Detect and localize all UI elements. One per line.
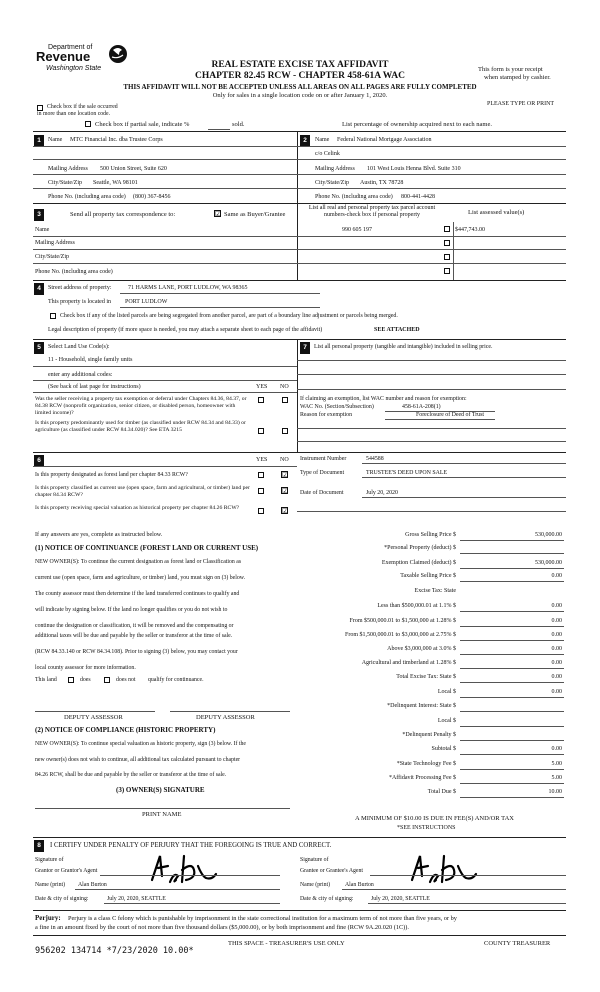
perjury-top-border (33, 910, 566, 911)
sec5-yes-header: YES (256, 384, 268, 390)
sec3-assessed-divider (453, 222, 454, 280)
sec6-q3-yes-checkbox[interactable] (258, 508, 264, 514)
sec5-q1-yes-checkbox[interactable] (258, 397, 264, 403)
cashier-stamp: 956202 134714 *7/23/2020 10.00* (35, 946, 194, 956)
section-7-badge: 7 (300, 342, 310, 354)
tax-row-value[interactable]: 0.00 (551, 660, 562, 666)
parcel-header-1: List all real and personal property tax parcel account (308, 205, 436, 211)
sec6-q2: Is this property classified as current use (open space, farm and agricultural, or timber) land per chapter 84.34 RCW? (35, 485, 250, 498)
tax-row-line (460, 581, 564, 582)
perjury-label: Perjury: (35, 914, 61, 922)
receipt-note-1: This form is your receipt (478, 66, 543, 73)
sec5-q2-yes-checkbox[interactable] (258, 428, 264, 434)
tax-row-value[interactable]: 0.00 (551, 689, 562, 695)
seller-blank-line (33, 159, 297, 160)
tax-row-value[interactable]: 0.00 (551, 674, 562, 680)
reason-label: Reason for exemption (300, 412, 353, 418)
parcel-row1-line (297, 236, 566, 237)
sec5-q1: Was the seller receiving a property tax exemption or deferral under Chapters 84.36, 84.37, or 84.38 RCW (nonprofit organization, senior citizen, or disabled person, homeowner with limited income)? (35, 396, 247, 416)
tax-row-value[interactable]: 0.00 (551, 746, 562, 752)
grantee-date-line (368, 903, 566, 904)
tax-row-label: *State Technology Fee $ (396, 761, 456, 767)
grantee-sig-label-1: Signature of (300, 857, 329, 863)
n1-line-4: continue the designation or classification, it will be removed and the compensating or (35, 623, 234, 629)
sec3-phone-label: Phone No. (including area code) (35, 269, 113, 275)
personal-line-3 (297, 389, 566, 390)
see-instructions: *SEE INSTRUCTIONS (397, 825, 456, 831)
sec12-top-border (33, 131, 566, 132)
same-as-buyer-checkbox[interactable]: ☑ (215, 210, 222, 218)
sec5-q2: Is this property predominantly used for timber (as classified under RCW 84.34 and 84.33) or agriculture (as classified under RCW 84.34.020)? See ETA 3215 (35, 420, 246, 433)
tax-row-label: *Delinquent Interest: State $ (387, 703, 456, 709)
n1-line-2: The county assessor must then determine if the land transferred continues to qualify and (35, 591, 240, 597)
tax-row-value[interactable]: 5.00 (551, 775, 562, 781)
instrument-line (362, 463, 566, 464)
receipt-note-2: when stamped by cashier. (484, 74, 551, 81)
sec3-mail-line (33, 249, 297, 250)
segregated-checkbox[interactable] (50, 313, 56, 319)
certify-statement: I CERTIFY UNDER PENALTY OF PERJURY THAT THE FOREGOING IS TRUE AND CORRECT. (50, 842, 332, 849)
section-5-badge: 5 (34, 342, 44, 354)
notice-continuance-title: (1) NOTICE OF CONTINUANCE (FOREST LAND OR CURRENT USE) (35, 544, 259, 552)
tax-row-line (460, 769, 564, 770)
land-does-checkbox[interactable] (68, 677, 74, 683)
parcel-1-personal-checkbox[interactable] (444, 226, 450, 232)
dept-line2: Revenue (36, 49, 91, 64)
multi-location-label-2: in more than one location code. (37, 111, 111, 117)
tax-row-line (460, 611, 564, 612)
notice-compliance-title: (2) NOTICE OF COMPLIANCE (HISTORIC PROPERTY) (35, 726, 216, 734)
seller-city-label: City/State/Zip (48, 180, 82, 186)
wac-label: WAC No. (Section/Subsection) (300, 404, 374, 410)
tax-row-line (460, 697, 564, 698)
seller-mail-line (33, 174, 297, 175)
parcel-assessed-value[interactable]: $447,743.00 (455, 227, 485, 233)
form-title: REAL ESTATE EXCISE TAX AFFIDAVIT (211, 60, 389, 70)
treasurer-space: THIS SPACE - TREASURER'S USE ONLY (228, 940, 345, 947)
tax-row-line (460, 754, 564, 755)
tax-row-label: Local $ (437, 718, 456, 724)
buyer-city-line (297, 188, 566, 189)
tax-row-line (460, 640, 564, 641)
legal-value[interactable]: SEE ATTACHED (374, 327, 420, 333)
n1-line-7: local county assessor for more information. (35, 665, 136, 671)
tax-row-label: Taxable Selling Price $ (400, 573, 456, 579)
buyer-name-label: Name (315, 137, 330, 143)
tax-row-value[interactable]: 0.00 (551, 632, 562, 638)
tax-row-label: From $1,500,000.01 to $3,000,000 at 2.75% $ (345, 632, 456, 638)
form-subtitle: Only for sales in a single location code on or after January 1, 2020. (212, 92, 388, 99)
sec6-no-header: NO (280, 457, 289, 463)
deputy-assessor-1: DEPUTY ASSESSOR (64, 714, 123, 721)
grantee-sig-label-2: Grantee or Grantee's Agent (300, 868, 364, 874)
tax-row-line (460, 553, 564, 554)
owner-signature-label: (3) OWNER(S) SIGNATURE (116, 786, 205, 794)
sec57-mid-border (297, 339, 298, 452)
n1-line-3: will indicate by signing below. If the land no longer qualifies or you do not wish to (35, 607, 228, 613)
doc-type-line (362, 477, 566, 478)
tax-row-value[interactable]: 0.00 (551, 646, 562, 652)
tax-row-label: From $500,000.01 to $1,500,000 at 1.28% $ (349, 618, 456, 624)
sec6-yes-header: YES (256, 457, 268, 463)
tax-row-line (460, 797, 564, 798)
tax-row-value[interactable]: 0.00 (551, 573, 562, 579)
deputy-assessor-2: DEPUTY ASSESSOR (196, 714, 255, 721)
segregated-label: Check box if any of the listed parcels are being segregated from another parcel, are part of a boundary line adjustment or parcels being merged. (60, 313, 398, 319)
tax-row-label: Above $3,000,000 at 3.0% $ (387, 646, 456, 652)
tax-row-line (460, 654, 564, 655)
ownership-note: List percentage of ownership acquired next to each name. (342, 121, 492, 128)
claim-label: If claiming an exemption, list WAC number and reason for exemption: (300, 396, 467, 402)
print-name-line (35, 808, 290, 809)
tax-row-label: *Affidavit Processing Fee $ (388, 775, 456, 781)
grantor-signature[interactable] (148, 852, 218, 892)
grantor-name-label: Name (print) (35, 882, 66, 888)
same-as-buyer-label: Same as Buyer/Grantee (224, 211, 286, 218)
located-line (120, 307, 320, 308)
grantor-name[interactable]: Alan Burton (78, 882, 107, 888)
tax-row-label: *Delinquent Penalty $ (402, 732, 456, 738)
personal-property-label: List all personal property (tangible and intangible) included in selling price. (314, 344, 493, 350)
parcel-3-personal-checkbox[interactable] (444, 254, 450, 260)
sec6-q2-no-checkbox[interactable]: ☑ (282, 487, 289, 495)
tax-row-value[interactable]: 0.00 (551, 618, 562, 624)
land-use-line (33, 366, 297, 367)
tax-row-value[interactable]: 10.00 (548, 789, 562, 795)
sec6-if-yes: If any answers are yes, complete as instructed below. (35, 532, 163, 538)
sec3-send-label: Send all property tax correspondence to: (70, 211, 176, 218)
grantee-name[interactable]: Alan Burton (345, 882, 374, 888)
sec6-q3: Is this property receiving special valuation as historical property per chapter 84.26 RCW? (35, 505, 240, 511)
dor-logo (34, 44, 130, 80)
seller-name-line (33, 146, 297, 147)
tax-row-line (460, 540, 564, 541)
n1-line-0: NEW OWNER(S): To continue the current designation as forest land or Classification as (35, 559, 242, 565)
seller-city-line (33, 188, 297, 189)
n1-line-1: current use (open space, farm and agriculture, or timber) land, you must sign on (3) below. (35, 575, 246, 581)
parcel-number[interactable]: 990 605 197 (342, 227, 372, 233)
sec6-q3-no-checkbox[interactable]: ☑ (282, 507, 289, 515)
qualify-label: qualify for continuance. (148, 677, 204, 683)
sec5-no-header: NO (280, 384, 289, 390)
parcel-row3-line (297, 263, 566, 264)
street-address[interactable]: 71 HARMS LANE, PORT LUDLOW, WA 98365 (128, 285, 248, 291)
additional-codes-label: enter any additional codes: (48, 372, 113, 378)
seller-mail-label: Mailing Address (48, 166, 88, 172)
tax-row-line (460, 682, 564, 683)
tax-row-line (460, 711, 564, 712)
buyer-phone[interactable]: 800-441-4428 (401, 194, 435, 200)
grantee-name-line (342, 889, 566, 890)
perjury-bottom-border (33, 935, 566, 936)
sec3-mail-label: Mailing Address (35, 240, 75, 246)
sec6-q1-yes-checkbox[interactable] (258, 472, 264, 478)
grantor-date[interactable]: July 20, 2020, SEATTLE (107, 896, 166, 902)
section-6-badge: 6 (34, 455, 44, 467)
seller-city[interactable]: Seattle, WA 98101 (93, 180, 138, 186)
parcel-header-2: numbers-check box if personal property (324, 212, 420, 218)
section-1-badge: 1 (34, 135, 44, 147)
grantor-sig-label-2: Grantor or Grantor's Agent (35, 868, 98, 874)
buyer-city-label: City/State/Zip (315, 180, 349, 186)
personal-line-2 (297, 374, 566, 375)
buyer-phone-label: Phone No. (including area code) (315, 194, 393, 200)
instrument-label: Instrument Number (300, 456, 347, 462)
section-3-badge: 3 (34, 209, 44, 221)
see-back-label: (See back of last page for instructions) (48, 384, 141, 390)
grantee-date-label: Date & city of signing: (300, 896, 354, 902)
sec6-q1: Is this property designated as forest land per chapter 84.33 RCW? (35, 472, 188, 478)
sec6-header-line (33, 466, 297, 467)
partial-sale-checkbox[interactable] (85, 121, 91, 127)
reason-value[interactable]: Foreclosure of Deed of Trust (416, 412, 485, 418)
street-line (120, 293, 320, 294)
tax-row-label: Subtotal $ (431, 746, 456, 752)
sec6-top-border (33, 452, 566, 453)
doc-date-line (362, 497, 566, 498)
grantee-sig-line (370, 875, 566, 876)
located-label: This property is located in (48, 299, 111, 305)
tax-row-value[interactable]: 530,000.00 (535, 560, 562, 566)
tax-row-label: Total Excise Tax: State $ (396, 674, 456, 680)
grantor-sig-label-1: Signature of (35, 857, 64, 863)
land-use-value[interactable]: 11 - Household, single family units (48, 357, 133, 363)
tax-row-label: *Personal Property (deduct) $ (384, 545, 456, 551)
tax-row-line (460, 668, 564, 669)
n2-line-0: NEW OWNER(S): To continue special valuation as historic property, sign (3) below. If the (35, 741, 246, 747)
print-name-label: PRINT NAME (142, 811, 182, 818)
sec6-q2-yes-checkbox[interactable] (258, 488, 264, 494)
multi-location-label-1: Check box if the sale occurred (47, 104, 118, 110)
land-use-label: Select Land Use Code(s): (48, 344, 110, 350)
tax-row-label: Local $ (437, 689, 456, 695)
sec3-top-border (33, 203, 566, 204)
n2-line-1: new owner(s) does not wish to continue, all additional tax calculated pursuant to chapter (35, 757, 241, 763)
grantor-sig-line (100, 875, 280, 876)
tax-row-line (460, 626, 564, 627)
sec8-top-border (33, 837, 566, 838)
assessed-header: List assessed value(s) (468, 209, 525, 216)
tax-row-label: Exemption Claimed (deduct) $ (381, 560, 456, 566)
sec3-name-line (33, 236, 297, 237)
parcel-row2-line (297, 249, 566, 250)
deputy-line-1 (35, 711, 155, 712)
dept-line3: Washington State (46, 65, 102, 72)
dept-line1: Department of (48, 44, 93, 51)
sec7-blank-line (297, 511, 566, 512)
personal-line-1 (297, 360, 566, 361)
please-type: PLEASE TYPE OR PRINT (487, 101, 555, 107)
buyer-mail[interactable]: 101 West Louis Henna Blvd. Suite 310 (367, 166, 461, 172)
land-does-label: does (80, 677, 91, 683)
seller-mail[interactable]: 500 Union Street, Suite 620 (100, 166, 167, 172)
tax-row-line (460, 740, 564, 741)
sec5-top-border (33, 339, 566, 340)
seller-phone[interactable]: (800) 367-8456 (133, 194, 171, 200)
street-label: Street address of property: (48, 285, 112, 291)
tax-row-value[interactable]: 530,000.00 (535, 532, 562, 538)
sec4-top-border (33, 280, 566, 281)
buyer-mail-line (297, 174, 566, 175)
tax-row-line (460, 783, 564, 784)
buyer-line2-rule (297, 159, 566, 160)
grantor-date-line (104, 903, 280, 904)
county-treasurer: COUNTY TREASURER (484, 940, 551, 947)
n1-line-6: (RCW 84.33.140 or RCW 84.34.108). Prior to signing (3) below, you may contact your (35, 649, 238, 655)
grantee-signature-icon (408, 852, 478, 886)
form-warning: THIS AFFIDAVIT WILL NOT BE ACCEPTED UNLESS ALL AREAS ON ALL PAGES ARE FULLY COMPLETED (123, 83, 477, 91)
tax-row-label: Gross Selling Price $ (405, 532, 456, 538)
sec3-city-label: City/State/Zip (35, 254, 69, 260)
perjury-line-1: Perjury is a class C felony which is punishable by imprisonment in the state correctional institution for a maximum term of not more than five years, or by (68, 915, 457, 922)
deputy-line-2 (170, 711, 290, 712)
minimum-due: A MINIMUM OF $10.00 IS DUE IN FEE(S) AND/OR TAX (355, 815, 514, 822)
doc-type-value[interactable]: TRUSTEE'S DEED UPON SALE (366, 470, 448, 476)
section-4-badge: 4 (34, 283, 44, 295)
reason-extra-line-2 (297, 441, 566, 442)
instrument-value[interactable]: 544588 (366, 456, 384, 462)
tax-row-line (460, 726, 564, 727)
parcel-2-personal-checkbox[interactable] (444, 240, 450, 246)
grantee-signature[interactable] (408, 852, 478, 892)
tax-row-label: Less than $500,000.01 at 1.1% $ (377, 603, 456, 609)
sec5-q1-no-checkbox[interactable] (282, 397, 288, 403)
buyer-name-line (297, 146, 566, 147)
partial-sold-label: sold. (232, 121, 245, 128)
seller-name[interactable]: MTC Financial Inc. dba Trustee Corps (70, 137, 163, 143)
perjury-line-2: a fine in an amount fixed by the court of not more than five thousand dollars ($5,000.00), or by both imprisonment and fine (RCW 9A.20.020 (1C)). (35, 924, 409, 931)
this-land-label: This land (35, 677, 57, 683)
parcel-4-personal-checkbox[interactable] (444, 268, 450, 274)
section-2-badge: 2 (300, 135, 310, 147)
grantor-signature-icon (148, 852, 218, 886)
sec6-q1-no-checkbox[interactable]: ☑ (282, 471, 289, 479)
land-does-not-label: does not (116, 677, 136, 683)
buyer-line2[interactable]: c/o Celink (315, 151, 340, 157)
tax-row-value[interactable]: 5.00 (551, 761, 562, 767)
n2-line-2: 84.26 RCW, shall be due and payable by the seller or transferor at the time of sale. (35, 772, 227, 778)
doc-date-value[interactable]: July 20, 2020 (366, 490, 398, 496)
tax-row-label: Total Due $ (427, 789, 456, 795)
doc-type-label: Type of Document (300, 470, 345, 476)
buyer-name[interactable]: Federal National Mortgage Association (337, 137, 432, 143)
located-value[interactable]: PORT LUDLOW (125, 299, 168, 305)
tax-row-label: Agricultural and timberland at 1.28% $ (361, 660, 456, 666)
sec3-name-label: Name (35, 227, 50, 233)
reason-extra-line-1 (297, 428, 566, 429)
seller-name-label: Name (48, 137, 63, 143)
section-8-badge: 8 (34, 840, 44, 852)
sec5-q2-no-checkbox[interactable] (282, 428, 288, 434)
grantee-name-label: Name (print) (300, 882, 331, 888)
legal-label: Legal description of property (if more space is needed, you may attach a separate sheet to each page of the affidavit) (48, 327, 323, 333)
reason-line (385, 419, 495, 420)
partial-percent-line[interactable] (208, 129, 230, 130)
sec5-header-line (33, 392, 297, 393)
grantor-name-line (75, 889, 280, 890)
tax-row-value[interactable]: 0.00 (551, 603, 562, 609)
tax-row-line (460, 568, 564, 569)
seller-phone-label: Phone No. (including area code) (48, 194, 126, 200)
n1-line-5: additional taxes will be due and payable by the seller or transferor at the time of sale. (35, 633, 233, 639)
partial-sale-label: Check box if partial sale, indicate % (95, 121, 190, 128)
grantor-date-label: Date & city of signing: (35, 896, 89, 902)
buyer-mail-label: Mailing Address (315, 166, 355, 172)
doc-date-label: Date of Document (300, 490, 344, 496)
form-chapter: CHAPTER 82.45 RCW - CHAPTER 458-61A WAC (195, 71, 405, 81)
sec12-mid-border (297, 131, 298, 203)
sec3-city-line (33, 263, 297, 264)
additional-codes-line (33, 380, 297, 381)
land-does-not-checkbox[interactable] (104, 677, 110, 683)
grantee-date[interactable]: July 20, 2020, SEATTLE (371, 896, 430, 902)
buyer-city[interactable]: Austin, TX 78728 (360, 180, 404, 186)
tax-row-label: Excise Tax: State (414, 588, 456, 594)
wac-value[interactable]: 458-61A-208(1) (402, 404, 441, 410)
